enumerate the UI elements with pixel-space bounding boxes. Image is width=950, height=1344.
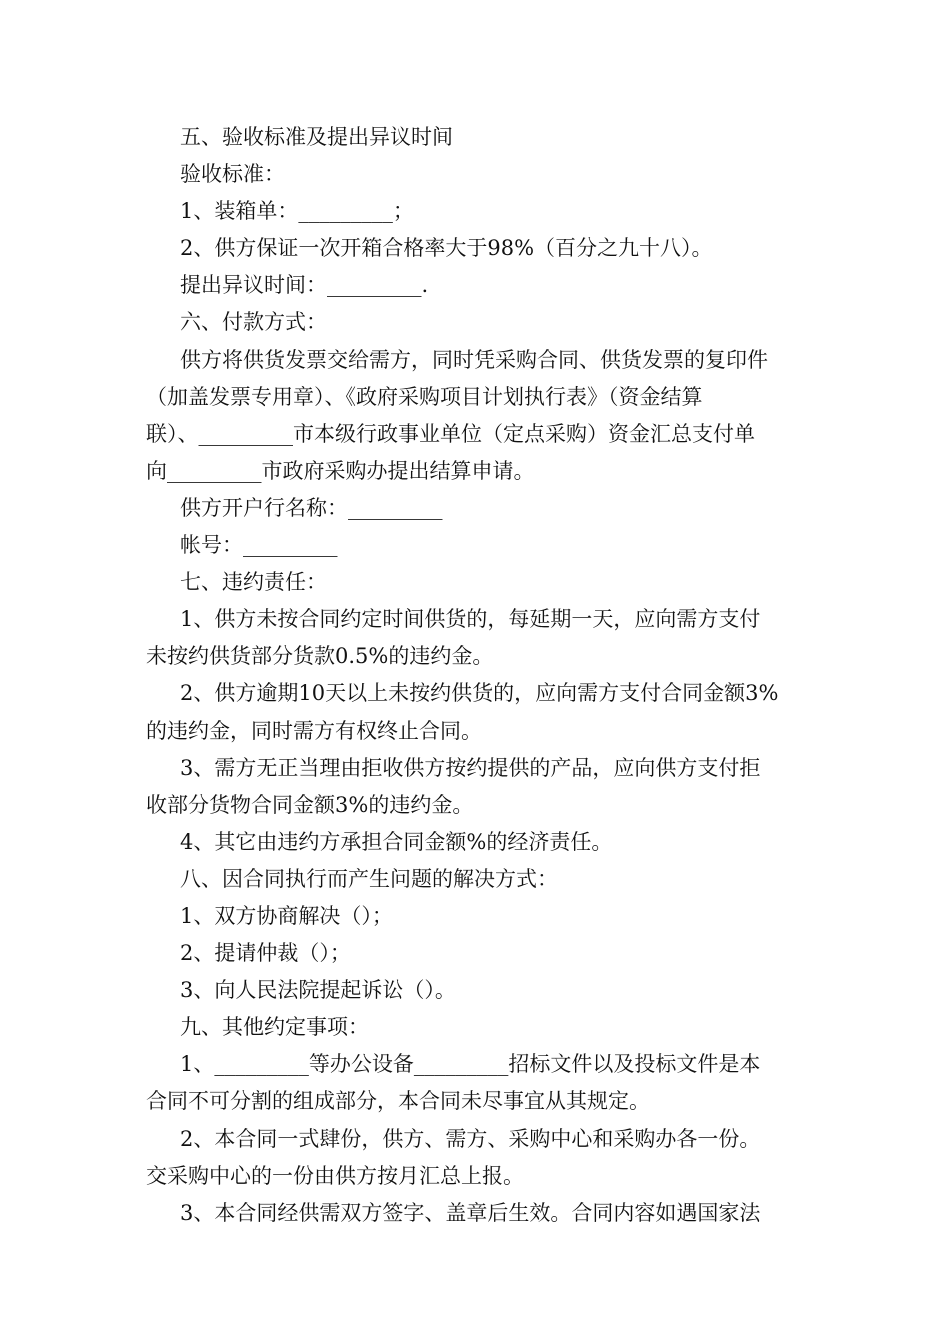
- text-line: 2、供方保证一次开箱合格率大于98%（百分之九十八）。: [180, 236, 713, 261]
- text-line: 1、双方协商解决（）；: [180, 903, 393, 928]
- text-line: 六、付款方式：: [180, 310, 327, 335]
- text-line: （加盖发票专用章）、《政府采购项目计划执行表》（资金结算: [146, 384, 703, 409]
- text-line: 合同不可分割的组成部分，本合同未尽事宜从其规定。: [146, 1089, 650, 1114]
- text-line: 交采购中心的一份由供方按月汇总上报。: [146, 1163, 524, 1188]
- text-line: 2、提请仲裁（）；: [180, 941, 351, 966]
- text-line: 的违约金，同时需方有权终止合同。: [146, 718, 482, 743]
- document-page: [146, 119, 806, 1232]
- text-line: 供方开户行名称：_________: [180, 495, 443, 520]
- text-line: 未按约供货部分货款0.5%的违约金。: [146, 644, 494, 669]
- text-line: 3、向人民法院提起诉讼（）。: [180, 978, 456, 1003]
- text-line: 五、验收标准及提出异议时间: [180, 125, 453, 149]
- text-line: 七、违约责任：: [180, 570, 327, 595]
- text-line: 联）、_________市本级行政事业单位（定点采购）资金汇总支付单: [146, 421, 755, 446]
- text-line: 2、本合同一式肆份，供方、需方、采购中心和采购办各一份。: [180, 1126, 761, 1151]
- text-line: 2、供方逾期10天以上未按约供货的，应向需方支付合同金额3%: [180, 681, 779, 706]
- text-line: 3、本合同经供需双方签字、盖章后生效。合同内容如遇国家法: [180, 1200, 761, 1225]
- text-line: 1、供方未按合同约定时间供货的，每延期一天，应向需方支付: [180, 607, 761, 632]
- text-line: 八、因合同执行而产生问题的解决方式：: [180, 866, 558, 891]
- text-line: 1、装箱单：_________；: [180, 199, 414, 224]
- text-line: 4、其它由违约方承担合同金额%的经济责任。: [180, 829, 613, 854]
- text-line: 1、_________等办公设备_________招标文件以及投标文件是本: [180, 1052, 761, 1077]
- text-line: 供方将供货发票交给需方，同时凭采购合同、供货发票的复印件: [180, 347, 768, 372]
- text-line: 收部分货物合同金额3%的违约金。: [146, 792, 474, 817]
- text-line: 九、其他约定事项：: [180, 1015, 369, 1040]
- text-line: 提出异议时间：_________.: [180, 273, 429, 298]
- text-line: 帐号：_________: [180, 533, 338, 558]
- text-line: 向_________市政府采购办提出结算申请。: [146, 458, 535, 483]
- text-line: 验收标准：: [180, 162, 285, 187]
- text-line: 3、需方无正当理由拒收供方按约提供的产品，应向供方支付拒: [180, 755, 761, 780]
